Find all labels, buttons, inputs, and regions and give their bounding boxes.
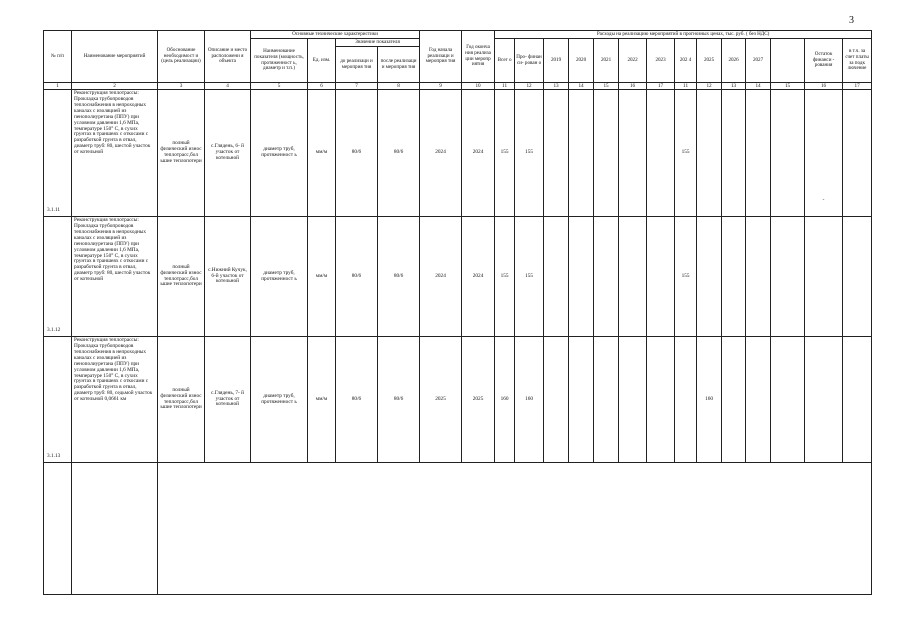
column-number: 15 xyxy=(594,83,619,90)
row-param: диаметр труб, протяженност ь xyxy=(251,90,308,217)
row-year-2023 xyxy=(647,217,675,337)
row-param: диаметр труб, протяженност ь xyxy=(251,217,308,337)
row-year-2025 xyxy=(697,217,722,337)
row-unit: мм/м xyxy=(308,337,336,463)
header-year-2026: 2026 xyxy=(722,39,746,83)
column-number: 8 xyxy=(378,83,420,90)
column-number: 10 xyxy=(462,83,495,90)
column-number: 4 xyxy=(205,83,251,90)
header-year-2019: 2019 xyxy=(544,39,569,83)
header-param-name: Наименование показателя (мощность, протяженност ь, диаметр и т.п.) xyxy=(251,39,308,83)
investment-program-table xyxy=(43,30,872,595)
row-location: с.Глядень, 6- й участок от котельной xyxy=(205,90,251,217)
row-year-2022 xyxy=(619,90,647,217)
column-number: 13 xyxy=(544,83,569,90)
row-incl xyxy=(843,217,872,337)
header-incl: в т.ч. за счет платы за подк лючение xyxy=(843,39,872,83)
column-number: 16 xyxy=(805,83,843,90)
row-year-start: 2024 xyxy=(420,90,462,217)
row-year-2020 xyxy=(569,217,594,337)
row-year-2021 xyxy=(594,217,619,337)
column-number: 12 xyxy=(515,83,544,90)
header-value-group: Значение показателя xyxy=(336,39,420,47)
column-number: 11 xyxy=(675,83,697,90)
row-blank xyxy=(771,90,805,217)
row-year-start: 2025 xyxy=(420,337,462,463)
row-purpose: полный физический износ теплотрасс,бол ьшие теплопотери xyxy=(158,90,205,217)
row-year-2025 xyxy=(697,90,722,217)
row-param: диаметр труб, протяженност ь xyxy=(251,337,308,463)
header-value-after: после реализаци и мероприя тия xyxy=(378,47,420,83)
table-row xyxy=(44,217,872,337)
column-number: 2 xyxy=(72,83,158,90)
row-year-2022 xyxy=(619,217,647,337)
row-unit: мм/м xyxy=(308,217,336,337)
row-year-2026 xyxy=(722,217,746,337)
table-row xyxy=(44,337,872,463)
row-value-before: 80/6 xyxy=(336,90,378,217)
row-purpose: полный физический износ теплотрасс,бол ьшие теплопотери xyxy=(158,337,205,463)
row-year-start: 2024 xyxy=(420,217,462,337)
header-remainder: Остаток финанси - рования xyxy=(805,39,843,83)
row-measure-name: Реконструкция теплотрассы: Прокладка трубопроводов теплоснабжения в непроходных каналах с изоляцией из пенополиуретана (ППУ) при условном давлении 1,6 МПа, температуре 150° С, в сухих грунтах в траншеях с откосами с разработкой грунта в отвал, диаметр труб: 80, шестой участок от котельной xyxy=(72,90,158,217)
row-year-2025: 160 xyxy=(697,337,722,463)
row-value-before: 80/6 xyxy=(336,217,378,337)
header-year-2022: 2022 xyxy=(619,39,647,83)
row-year-2023 xyxy=(647,90,675,217)
column-number: 3 xyxy=(158,83,205,90)
row-value-after: 80/6 xyxy=(378,217,420,337)
row-remainder: - xyxy=(805,90,843,217)
header-costs-group: Расходы на реализацию мероприятий в прогнозных ценах, тыс. руб. ( без НДС) xyxy=(495,31,872,39)
header-year-2023: 2023 xyxy=(647,39,675,83)
empty-cell-num xyxy=(44,463,72,595)
row-incl xyxy=(843,90,872,217)
row-year-2026 xyxy=(722,90,746,217)
row-financed: 155 xyxy=(515,217,544,337)
header-year-start: Год начала реализаци и мероприя тия xyxy=(420,31,462,83)
column-number: 13 xyxy=(722,83,746,90)
row-index: 3.1.12 xyxy=(44,217,72,337)
header-year-2020: 2020 xyxy=(569,39,594,83)
row-year-2024: 155 xyxy=(675,217,697,337)
row-measure-name: Реконструкция теплотрассы: Прокладка трубопроводов теплоснабжения в непроходных каналах с изоляцией из пенополиуретана (ППУ) при условном давлении 1,6 МПа, температуре 150° С, в сухих грунтах в траншеях с откосами с разработкой грунта в отвал, диаметр труб: 80, шестой участок от котельной xyxy=(72,217,158,337)
column-number: 11 xyxy=(495,83,515,90)
row-value-after: 80/6 xyxy=(378,337,420,463)
column-number: 16 xyxy=(619,83,647,90)
row-value-after: 80/6 xyxy=(378,90,420,217)
header-value-before: до реализаци и мероприя тия xyxy=(336,47,378,83)
header-location: Описание и место расположени я объекта xyxy=(205,31,251,83)
row-unit: мм/м xyxy=(308,90,336,217)
header-year-2027: 2027 xyxy=(746,39,771,83)
header-year-2025: 2025 xyxy=(697,39,722,83)
column-number: 5 xyxy=(251,83,308,90)
header-year-2024: 202 4 xyxy=(675,39,697,83)
column-number: 17 xyxy=(843,83,872,90)
empty-area xyxy=(158,463,872,595)
header-name: Наименование мероприятий xyxy=(72,31,158,83)
row-blank xyxy=(771,217,805,337)
column-number: 9 xyxy=(420,83,462,90)
header-financed: Про- финан си- рован о xyxy=(515,39,544,83)
row-location: с.Нижний Кучук, 6-й участок от котельной xyxy=(205,217,251,337)
row-index: 3.1.13 xyxy=(44,337,72,463)
row-blank xyxy=(771,337,805,463)
row-remainder xyxy=(805,217,843,337)
row-value-before: 80/6 xyxy=(336,337,378,463)
row-year-2019 xyxy=(544,217,569,337)
column-number: 14 xyxy=(746,83,771,90)
header-num: № п/п xyxy=(44,31,72,83)
header-unit: Ед. изм. xyxy=(308,39,336,83)
row-year-2024 xyxy=(675,337,697,463)
row-year-end: 2024 xyxy=(462,90,495,217)
row-year-2021 xyxy=(594,337,619,463)
column-number: 7 xyxy=(336,83,378,90)
row-year-2023 xyxy=(647,337,675,463)
row-year-2027 xyxy=(746,337,771,463)
row-measure-name: Реконструкция теплотрассы: Прокладка трубопроводов теплоснабжения в непроходных каналах с изоляцией из пенополиуретана (ППУ) при условном давлении 1,6 МПа, температуре 150° С, в сухих грунтах в траншеях с откосами с разработкой грунта в отвал, диаметр труб: 80, седьмой участок от котельной 0,0661 км xyxy=(72,337,158,463)
header-total: Всег о xyxy=(495,39,515,83)
empty-row xyxy=(44,463,872,595)
header-year-end: Год оконча ния реализа ции меропр иятия xyxy=(462,31,495,83)
row-year-2024: 155 xyxy=(675,90,697,217)
row-incl xyxy=(843,337,872,463)
row-year-2027 xyxy=(746,217,771,337)
row-year-end: 2024 xyxy=(462,217,495,337)
header-tech-group: Основные технические характеристики xyxy=(251,31,420,39)
row-index: 3.1.11 xyxy=(44,90,72,217)
row-year-2027 xyxy=(746,90,771,217)
row-year-2020 xyxy=(569,337,594,463)
header-blank xyxy=(771,39,805,83)
column-number: 6 xyxy=(308,83,336,90)
row-purpose: полный физический износ теплотрасс,бол ьшие теплопотери xyxy=(158,217,205,337)
header-year-2021: 2021 xyxy=(594,39,619,83)
row-year-2021 xyxy=(594,90,619,217)
row-year-2020 xyxy=(569,90,594,217)
column-number: 15 xyxy=(771,83,805,90)
row-remainder xyxy=(805,337,843,463)
row-year-2022 xyxy=(619,337,647,463)
column-number: 1 xyxy=(44,83,72,90)
row-year-2026 xyxy=(722,337,746,463)
row-year-2019 xyxy=(544,337,569,463)
column-number: 12 xyxy=(697,83,722,90)
row-year-end: 2025 xyxy=(462,337,495,463)
row-financed: 155 xyxy=(515,90,544,217)
row-financed: 160 xyxy=(515,337,544,463)
row-total: 155 xyxy=(495,90,515,217)
column-number: 14 xyxy=(569,83,594,90)
row-year-2019 xyxy=(544,90,569,217)
column-number: 17 xyxy=(647,83,675,90)
table-row xyxy=(44,90,872,217)
header-purpose: Обоснование необходимост и (цель реализации) xyxy=(158,31,205,83)
row-location: с.Глядень, 7- й участок от котельной xyxy=(205,337,251,463)
row-total: 160 xyxy=(495,337,515,463)
page-number: 3 xyxy=(849,15,854,26)
empty-cell-name xyxy=(72,463,158,595)
row-total: 155 xyxy=(495,217,515,337)
